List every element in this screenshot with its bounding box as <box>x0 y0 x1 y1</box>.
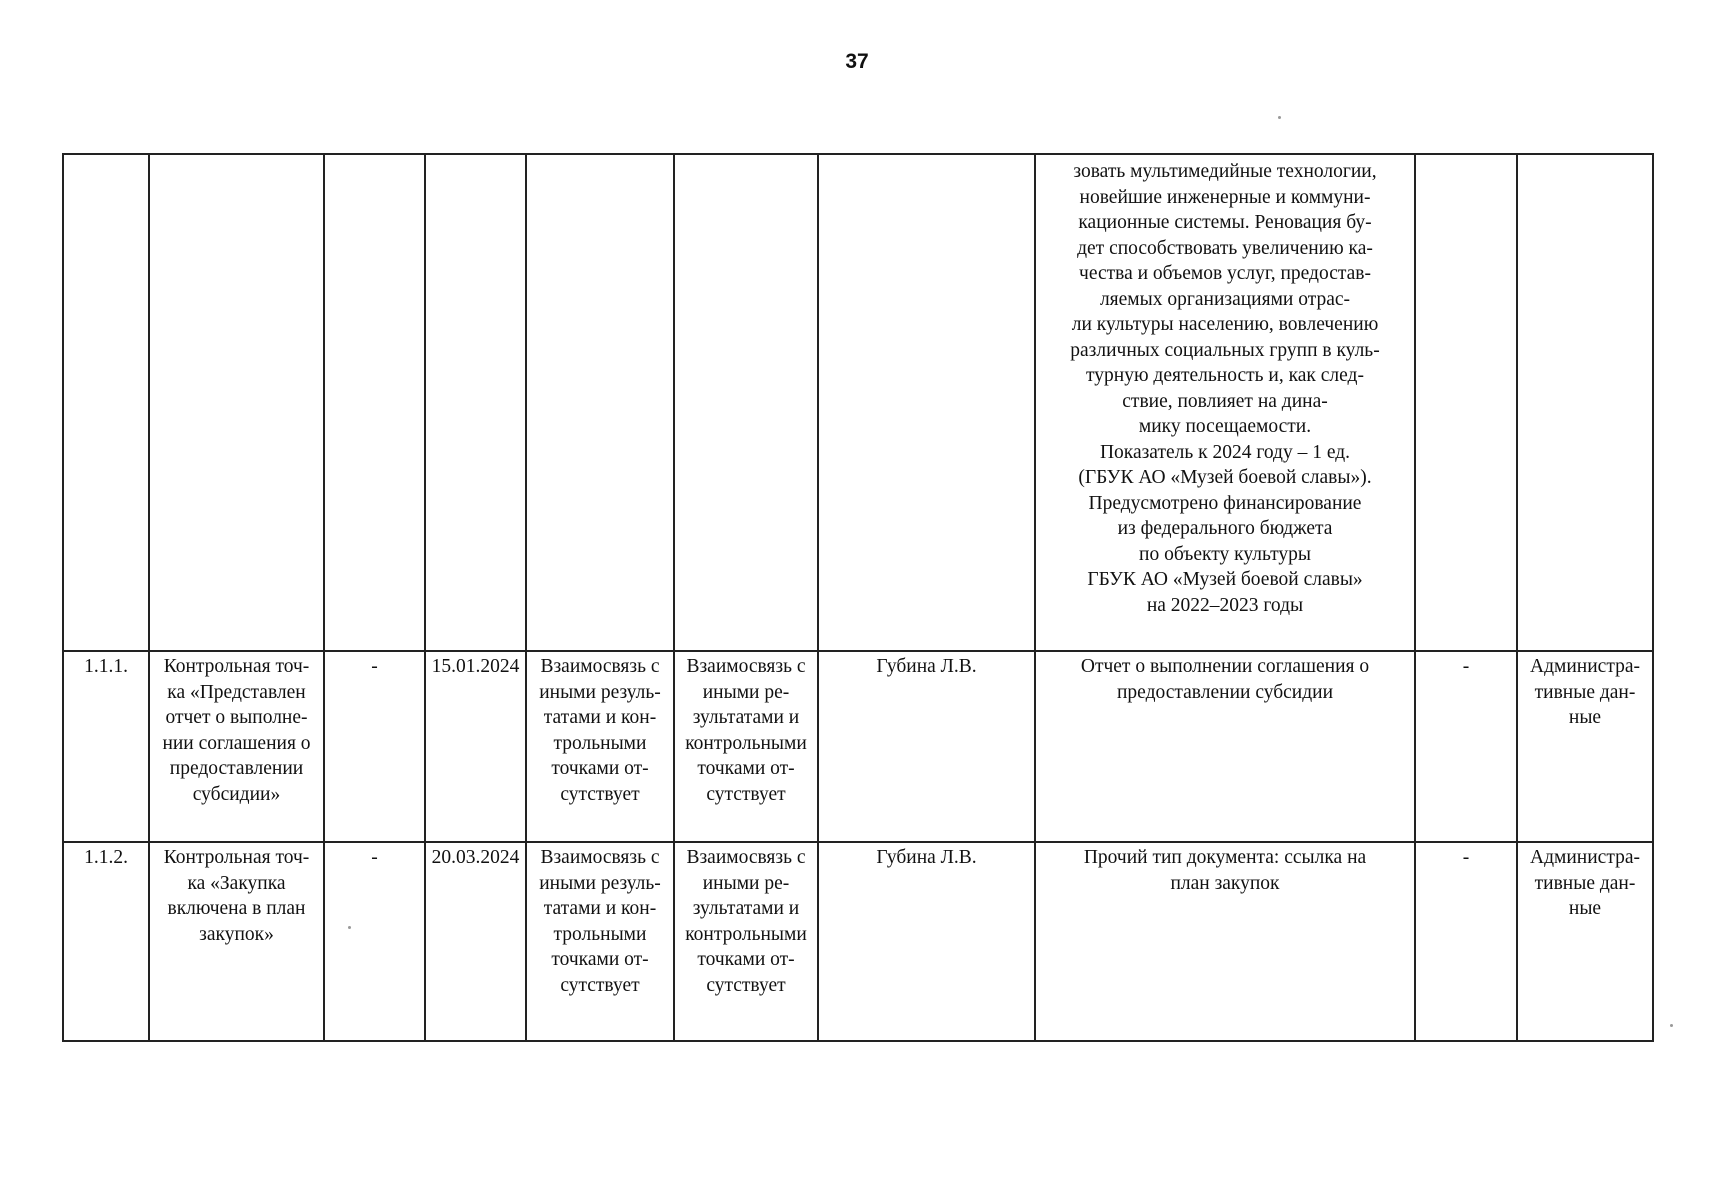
table-row <box>63 651 1653 842</box>
text-line: Показатель к 2024 году – 1 ед. <box>1099 441 1351 463</box>
text-line: зовать мультимедийные технологии, <box>1073 161 1377 182</box>
text-line: на 2022–2023 годы <box>1146 594 1304 616</box>
text-line: ствие, повлияет на дина- <box>1122 390 1328 412</box>
text-line: план закупок <box>1170 872 1280 894</box>
cell-empty <box>324 154 425 651</box>
document-cell <box>1035 842 1415 1041</box>
responsible-cell: Губина Л.В. <box>818 651 1035 842</box>
text-line: Отчет о выполнении соглашения о <box>1080 656 1370 677</box>
text-line: Взаимосвязь с <box>686 656 806 677</box>
continuation-row <box>63 154 1653 651</box>
text-line: по объекту культуры <box>1139 543 1311 565</box>
cell-empty <box>425 154 526 651</box>
text-line: трольными <box>553 923 647 945</box>
text-line: Взаимосвязь с <box>686 847 806 868</box>
cell-empty <box>818 154 1035 651</box>
link-cell <box>526 651 674 842</box>
text-line: сутствует <box>706 974 786 996</box>
text-line: мику посещаемости. <box>1138 416 1312 437</box>
text-line: ка «Закупка <box>187 872 286 894</box>
text-line: Контрольная точ- <box>163 656 310 677</box>
scan-speck <box>1670 1024 1673 1027</box>
text-line: татами и кон- <box>543 707 657 728</box>
date-cell: 20.03.2024 <box>425 842 526 1041</box>
text-line: субсидии» <box>192 783 281 805</box>
text-line: отчет о выполне- <box>165 707 308 728</box>
text-line: татами и кон- <box>543 898 657 919</box>
dash-cell: - <box>324 842 425 1041</box>
text-line: точками от- <box>551 949 649 970</box>
document-cell <box>1035 651 1415 842</box>
text-line: иными ре- <box>702 681 790 703</box>
text-line: контрольными <box>685 923 807 945</box>
text-line: дет способствовать увеличению ка- <box>1077 237 1373 259</box>
control-point-name <box>149 651 324 842</box>
cell-empty <box>526 154 674 651</box>
text-line: чества и объемов услуг, предостав- <box>1079 263 1371 284</box>
scan-speck <box>1278 116 1281 119</box>
dash-cell: - <box>1415 651 1517 842</box>
text-line: тивные дан- <box>1534 872 1636 894</box>
cell-empty <box>149 154 324 651</box>
text-line: тивные дан- <box>1534 681 1636 703</box>
link-cell <box>674 842 818 1041</box>
text-line: из федерального бюджета <box>1117 518 1333 539</box>
responsible-cell: Губина Л.В. <box>818 842 1035 1041</box>
text-line: Взаимосвязь с <box>540 847 660 868</box>
dash-cell: - <box>324 651 425 842</box>
text-line: турную деятельность и, как след- <box>1086 365 1364 386</box>
dash-cell: - <box>1415 842 1517 1041</box>
text-line: контрольными <box>685 732 807 754</box>
text-line: нии соглашения о <box>162 732 311 754</box>
text-line: ли культуры населению, вовлечению <box>1071 314 1379 335</box>
cell-empty <box>1517 154 1653 651</box>
text-line: включена в план <box>167 898 306 919</box>
text-line: зультатами и <box>692 707 800 728</box>
cell-empty <box>674 154 818 651</box>
text-line: зультатами и <box>692 898 800 919</box>
text-line: сутствует <box>706 783 786 805</box>
text-line: Прочий тип документа: ссылка на <box>1083 847 1367 868</box>
text-line: ные <box>1568 707 1602 728</box>
text-line: точками от- <box>551 758 649 779</box>
text-line: точками от- <box>697 949 795 970</box>
control-point-name <box>149 842 324 1041</box>
row-number: 1.1.1. <box>63 651 149 842</box>
text-line: Администра- <box>1530 656 1640 677</box>
text-line: различных социальных групп в куль- <box>1070 339 1380 361</box>
text-line: ГБУК АО «Музей боевой славы» <box>1087 569 1363 590</box>
date-cell: 15.01.2024 <box>425 651 526 842</box>
text-line: предоставлении субсидии <box>1116 681 1334 703</box>
text-line: Администра- <box>1530 847 1640 868</box>
cell-empty <box>1415 154 1517 651</box>
text-line: ляемых организациями отрас- <box>1099 288 1351 310</box>
continuation-description <box>1035 154 1415 651</box>
text-line: новейшие инженерные и коммуни- <box>1079 186 1371 208</box>
page-number: 37 <box>845 50 869 73</box>
text-line: закупок» <box>199 923 274 945</box>
text-line: сутствует <box>560 783 640 805</box>
source-cell <box>1517 651 1653 842</box>
text-line: Предусмотрено финансирование <box>1088 492 1362 514</box>
text-line: точками от- <box>697 758 795 779</box>
text-line: ка «Представлен <box>167 681 306 703</box>
row-number: 1.1.2. <box>63 842 149 1041</box>
text-line: иными резуль- <box>539 681 661 703</box>
text-line: ные <box>1568 898 1602 919</box>
text-line: иными ре- <box>702 872 790 894</box>
scan-speck <box>348 926 351 929</box>
text-line: трольными <box>553 732 647 754</box>
text-line: сутствует <box>560 974 640 996</box>
text-line: (ГБУК АО «Музей боевой славы»). <box>1078 467 1372 488</box>
text-line: кационные системы. Реновация бу- <box>1078 212 1372 233</box>
text-line: предоставлении <box>169 758 304 779</box>
control-points-table <box>62 153 1654 1042</box>
text-line: иными резуль- <box>539 872 661 894</box>
link-cell <box>526 842 674 1041</box>
source-cell <box>1517 842 1653 1041</box>
table-row <box>63 842 1653 1041</box>
link-cell <box>674 651 818 842</box>
cell-empty <box>63 154 149 651</box>
text-line: Контрольная точ- <box>163 847 310 868</box>
text-line: Взаимосвязь с <box>540 656 660 677</box>
